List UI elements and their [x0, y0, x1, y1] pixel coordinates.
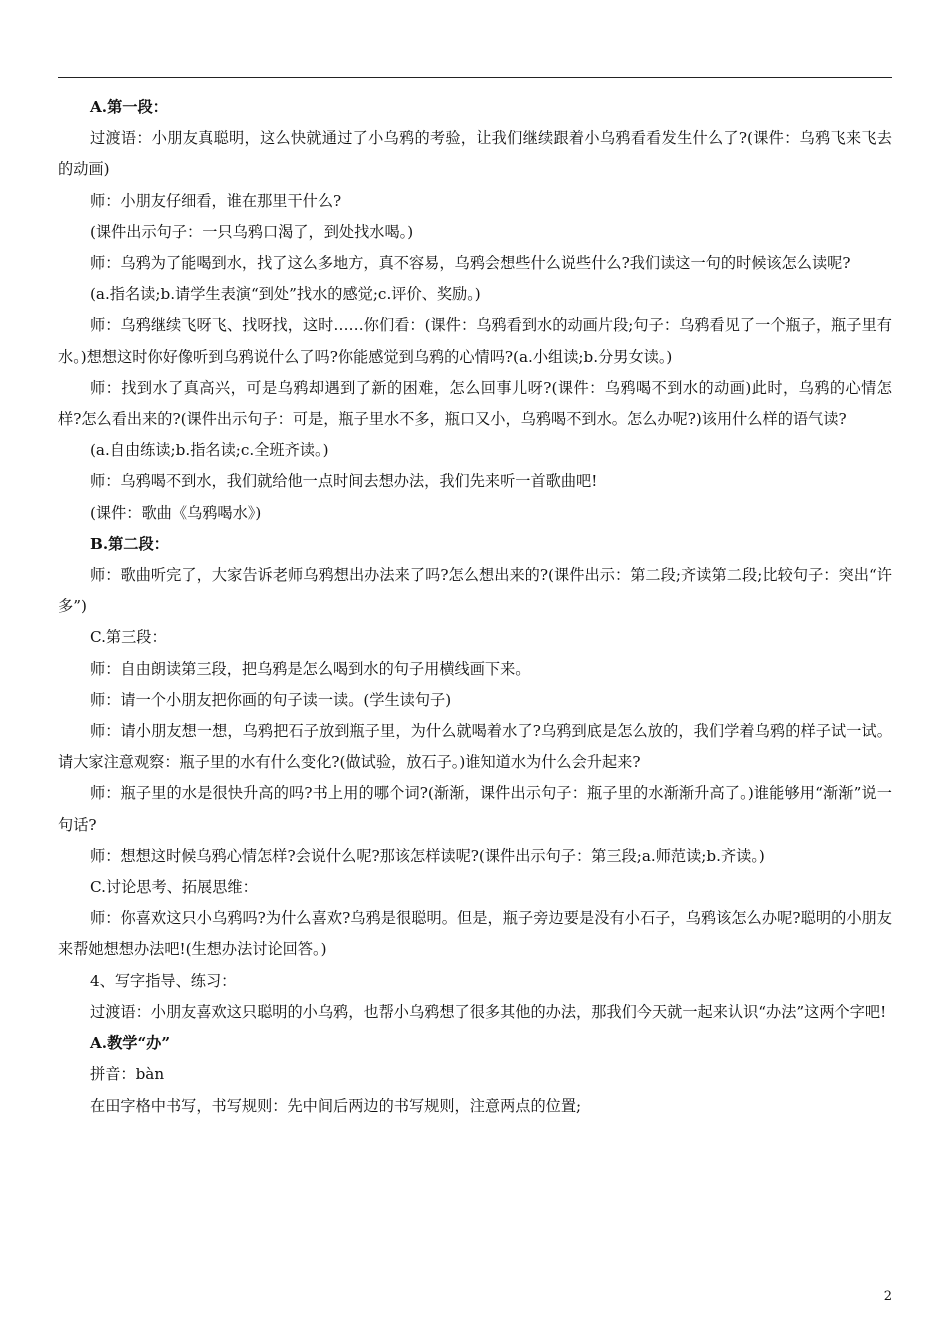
paragraph: 在田字格中书写，书写规则：先中间后两边的书写规则，注意两点的位置; — [90, 1096, 582, 1115]
paragraph: (a.指名读;b.请学生表演“到处”找水的感觉;c.评价、奖励。) — [90, 285, 481, 304]
paragraph: 师：瓶子里的水是很快升高的吗?书上用的哪个词?(渐渐，课件出示句子：瓶子里的水渐渐升高了。)谁能够用“渐渐”说一句话? — [58, 784, 892, 834]
paragraph: 师：找到水了真高兴，可是乌鸦却遇到了新的困难，怎么回事儿呀?(课件：乌鸦喝不到水的动画)此时，乌鸦的心情怎样?怎么看出来的?(课件出示句子：可是，瓶子里水不多，瓶口又小，乌鸦喝不到水。怎么办呢?)该用什么样的语气读? — [58, 378, 892, 429]
paragraph: (课件出示句子：一只乌鸦口渴了，到处找水喝。) — [90, 222, 414, 241]
paragraph: C.第三段： — [90, 628, 167, 647]
paragraph: 4、写字指导、练习： — [90, 971, 237, 990]
paragraph: 师：自由朗读第三段，把乌鸦是怎么喝到水的句子用横线画下来。 — [90, 659, 531, 678]
paragraph: 师：请一个小朋友把你画的句子读一读。(学生读句子) — [90, 690, 452, 709]
paragraph: 师：乌鸦喝不到水，我们就给他一点时间去想办法，我们先来听一首歌曲吧! — [90, 472, 598, 491]
paragraph: (课件：歌曲《乌鸦喝水》) — [90, 503, 262, 522]
paragraph: 师：小朋友仔细看，谁在那里干什么? — [90, 191, 342, 210]
document-body — [58, 92, 892, 1122]
paragraph: C.讨论思考、拓展思维： — [90, 878, 258, 897]
paragraph: 师：乌鸦继续飞呀飞、找呀找，这时……你们看：(课件：乌鸦看到水的动画片段;句子：乌鸦看见了一个瓶子，瓶子里有水。)想想这时你好像听到乌鸦说什么了吗?你能感觉到乌鸦的心情吗?(a.小组读;b.分男女读。) — [58, 316, 892, 366]
paragraph: (a.自由练读;b.指名读;c.全班齐读。) — [90, 441, 329, 460]
section-heading: A.第一段： — [90, 98, 168, 116]
paragraph: 过渡语：小朋友喜欢这只聪明的小乌鸦，也帮小乌鸦想了很多其他的办法，那我们今天就一起来认识“办法”这两个字吧! — [90, 1002, 887, 1021]
paragraph: 师：乌鸦为了能喝到水，找了这么多地方，真不容易，乌鸦会想些什么说些什么?我们读这一句的时候该怎么读呢? — [90, 254, 851, 273]
header-rule — [58, 77, 892, 78]
paragraph: 师：想想这时候乌鸦心情怎样?会说什么呢?那该怎样读呢?(课件出示句子：第三段;a.师范读;b.齐读。) — [90, 846, 765, 865]
paragraph: 师：你喜欢这只小乌鸦吗?为什么喜欢?乌鸦是很聪明。但是，瓶子旁边要是没有小石子，乌鸦该怎么办呢?聪明的小朋友来帮她想想办法吧!(生想办法讨论回答。) — [58, 909, 892, 959]
page-number: 2 — [883, 1289, 892, 1304]
paragraph: 拼音：bàn — [90, 1065, 165, 1084]
paragraph: 师：歌曲听完了，大家告诉老师乌鸦想出办法来了吗?怎么想出来的?(课件出示：第二段;齐读第二段;比较句子：突出“许多”) — [58, 566, 892, 616]
paragraph: 师：请小朋友想一想，乌鸦把石子放到瓶子里，为什么就喝着水了?乌鸦到底是怎么放的，我们学着乌鸦的样子试一试。请大家注意观察：瓶子里的水有什么变化?(做试验，放石子。)谁知道水为什么会升起来? — [58, 722, 892, 772]
section-heading: A.教学“办” — [90, 1034, 171, 1053]
section-heading: B.第二段： — [90, 534, 169, 553]
paragraph: 过渡语：小朋友真聪明，这么快就通过了小乌鸦的考验，让我们继续跟着小乌鸦看看发生什么了?(课件：乌鸦飞来飞去的动画) — [58, 129, 892, 179]
